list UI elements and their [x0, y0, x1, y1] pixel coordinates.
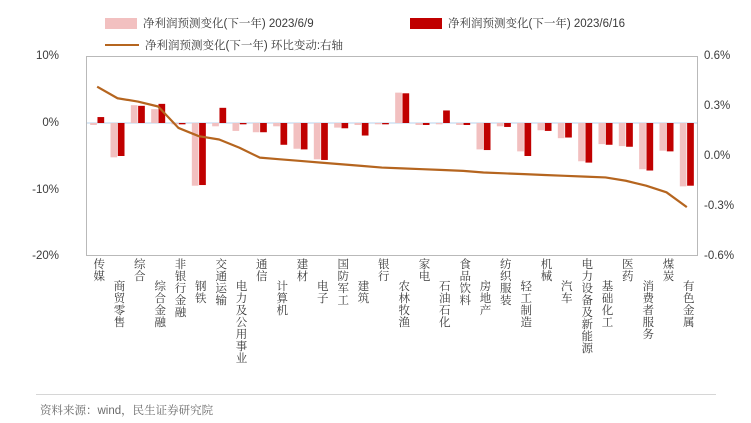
legend-item-0: [105, 15, 314, 31]
bar-curr-22: [545, 123, 552, 131]
x-axis-label-4: 非银行金融: [173, 258, 186, 318]
x-axis-label-5: 钢铁: [193, 280, 206, 304]
legend-swatch-icon: [410, 18, 442, 29]
bar-curr-16: [423, 123, 430, 125]
bar-prev-21: [517, 123, 524, 151]
bar-curr-0: [97, 117, 104, 123]
bar-prev-16: [415, 123, 422, 125]
bar-prev-25: [598, 123, 605, 144]
bar-curr-17: [443, 110, 450, 123]
bar-curr-26: [626, 123, 633, 147]
bar-curr-12: [341, 123, 348, 128]
legend-item-1: [410, 15, 625, 31]
bar-prev-14: [375, 123, 382, 124]
x-axis-label-24: 电力设备及新能源: [580, 258, 593, 354]
bar-prev-3: [151, 109, 158, 123]
bar-curr-25: [606, 123, 613, 145]
legend-item-2: [105, 37, 343, 53]
bar-curr-23: [565, 123, 572, 138]
x-axis-label-23: 汽车: [559, 280, 572, 304]
bar-prev-17: [436, 123, 443, 124]
x-axis-label-6: 交通运输: [214, 258, 227, 306]
bar-curr-7: [240, 123, 247, 124]
x-axis-label-7: 电力及公用事业: [234, 280, 247, 364]
bar-prev-26: [619, 123, 626, 146]
bar-prev-13: [354, 123, 361, 125]
x-axis-label-2: 综合: [132, 258, 145, 282]
x-axis-label-20: 纺织服装: [498, 258, 511, 306]
bar-prev-22: [537, 123, 544, 130]
bar-curr-27: [646, 123, 653, 171]
bar-curr-15: [402, 93, 409, 123]
bar-curr-28: [667, 123, 674, 151]
bar-prev-8: [253, 123, 260, 132]
y-axis-left-tick-0: 10%: [35, 50, 59, 62]
x-axis-label-17: 石油石化: [437, 280, 450, 328]
bar-prev-2: [131, 105, 138, 123]
x-axis-label-15: 农林牧渔: [397, 280, 410, 328]
x-axis-label-18: 食品饮料: [458, 258, 471, 306]
x-axis-label-1: 商贸零售: [112, 280, 125, 328]
legend-label-1: 净利润预测变化(下一年) 2023/6/16: [448, 18, 626, 30]
bar-curr-29: [687, 123, 694, 186]
y-axis-left-tick-3: -20%: [32, 250, 59, 262]
bar-prev-18: [456, 123, 463, 125]
x-axis-label-25: 基础化工: [600, 280, 613, 328]
bar-prev-10: [293, 123, 300, 149]
plot-svg: [87, 57, 697, 255]
bar-curr-9: [280, 123, 287, 145]
x-axis-label-12: 国防军工: [336, 258, 349, 306]
plot-area: [86, 56, 698, 256]
bar-prev-27: [639, 123, 646, 169]
bar-curr-1: [118, 123, 125, 156]
source-note: 资料来源：wind，民生证券研究院: [40, 405, 214, 417]
y-axis-right-tick-0: 0.6%: [704, 50, 731, 62]
y-axis-right-tick-2: 0.0%: [704, 150, 731, 162]
x-axis-label-13: 建筑: [356, 280, 369, 304]
bar-curr-19: [484, 123, 491, 150]
bar-curr-4: [179, 123, 186, 124]
bar-curr-24: [585, 123, 592, 163]
chart-legend: [0, 12, 751, 58]
bar-prev-5: [192, 123, 199, 186]
legend-swatch-icon: [105, 18, 137, 29]
y-axis-left-tick-2: -10%: [32, 184, 59, 196]
legend-line-icon: [105, 44, 139, 46]
bar-prev-20: [497, 123, 504, 126]
bar-prev-9: [273, 123, 280, 126]
bar-curr-13: [362, 123, 369, 136]
y-axis-right-tick-4: -0.6%: [704, 250, 735, 262]
bar-curr-5: [199, 123, 206, 185]
bar-prev-12: [334, 123, 341, 128]
bar-curr-10: [301, 123, 308, 149]
x-axis-label-26: 医药: [620, 258, 633, 282]
bar-prev-1: [110, 123, 117, 157]
bar-curr-20: [504, 123, 511, 127]
x-axis-label-14: 银行: [376, 258, 389, 282]
x-axis-label-19: 房地产: [478, 280, 491, 316]
y-axis-left-tick-1: 0%: [42, 117, 59, 129]
x-axis-label-22: 机械: [539, 258, 552, 282]
x-axis-label-28: 煤炭: [661, 258, 674, 282]
bar-curr-14: [382, 123, 389, 124]
x-axis-label-3: 综合金融: [153, 280, 166, 328]
line-series-mom: [97, 87, 687, 207]
footer-divider: [36, 394, 716, 395]
bar-curr-21: [524, 123, 531, 156]
y-axis-right-tick-1: 0.3%: [704, 100, 731, 112]
x-axis-label-0: 传媒: [92, 258, 105, 282]
bar-prev-19: [476, 123, 483, 149]
bar-prev-23: [558, 123, 565, 138]
bar-prev-0: [90, 123, 97, 125]
bar-prev-6: [212, 123, 219, 126]
bar-prev-11: [314, 123, 321, 159]
x-axis-labels: [86, 258, 698, 378]
bar-prev-7: [232, 123, 239, 131]
x-axis-label-9: 计算机: [275, 280, 288, 316]
bar-prev-29: [680, 123, 687, 186]
x-axis-label-21: 轻工制造: [519, 280, 532, 328]
bar-curr-6: [219, 108, 226, 123]
bar-curr-2: [138, 106, 145, 123]
legend-label-0: 净利润预测变化(下一年) 2023/6/9: [143, 18, 314, 30]
x-axis-label-10: 建材: [295, 258, 308, 282]
bar-prev-28: [659, 123, 666, 151]
x-axis-label-11: 电子: [315, 280, 328, 304]
y-axis-right-tick-3: -0.3%: [704, 200, 735, 212]
bar-prev-24: [578, 123, 585, 161]
legend-label-2: 净利润预测变化(下一年) 环比变动:右轴: [145, 40, 344, 52]
bar-curr-8: [260, 123, 267, 132]
x-axis-label-27: 消费者服务: [641, 280, 654, 340]
bar-curr-18: [463, 123, 470, 125]
bar-prev-15: [395, 93, 402, 123]
x-axis-label-8: 通信: [254, 258, 267, 282]
x-axis-label-16: 家电: [417, 258, 430, 282]
bar-curr-11: [321, 123, 328, 160]
x-axis-label-29: 有色金属: [681, 280, 694, 328]
